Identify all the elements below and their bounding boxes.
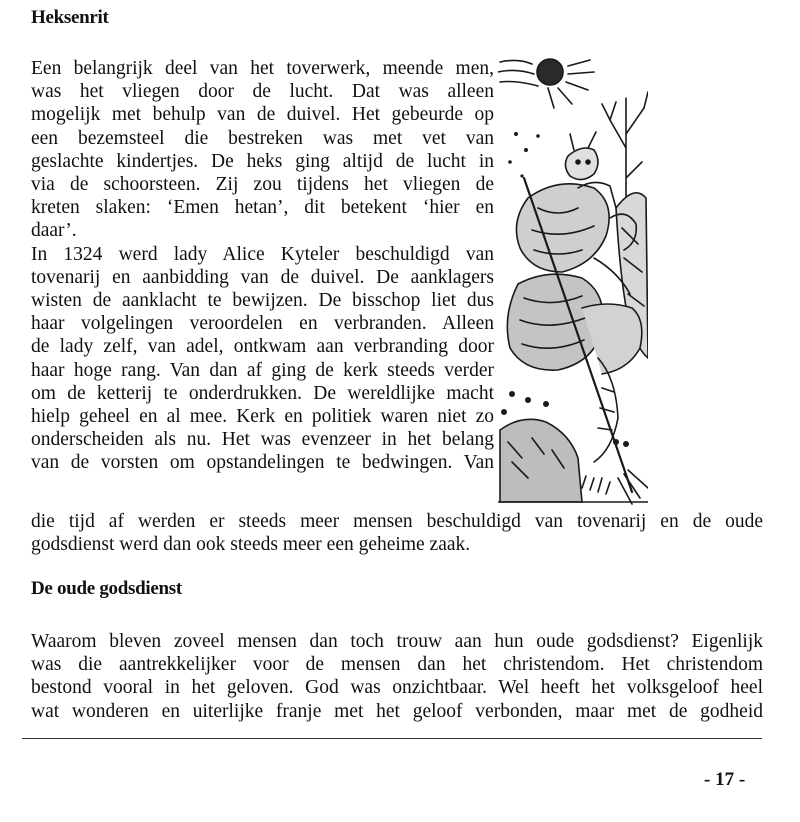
text-line: die tijd af werden er steeds meer mensen beschuldigd van tovenarij en de oude <box>31 511 763 532</box>
text-line: Een belangrijk deel van het toverwerk, meende men, <box>31 58 494 79</box>
text-line: daar’. <box>31 220 77 242</box>
paragraph-heksenrit <box>31 57 494 475</box>
text-line: godsdienst werd dan ook steeds meer een geheime zaak. <box>31 534 471 556</box>
witches-flight-woodcut-image <box>498 58 648 508</box>
text-line: geslachte kindertjes. De heks ging altijd de lucht in <box>31 150 494 172</box>
text-line: mogelijk met behulp van de duivel. Het gebeurde op <box>31 104 494 126</box>
woodcut-illustration <box>498 58 648 508</box>
text-line: haar hoge rang. Van dan af ging de kerk steeds verder <box>31 359 494 381</box>
text-line: van de vorsten om opstandelingen te bedwingen. Van <box>31 452 494 474</box>
text-line: wisten de aanklacht te bewijzen. De bisschop liet dus <box>31 290 494 312</box>
text-line: In 1324 werd lady Alice Kyteler beschuldigd van <box>31 243 494 265</box>
text-line: haar volgelingen veroordelen en verbranden. Alleen <box>31 313 494 335</box>
text-line: Waarom bleven zoveel mensen dan toch trouw aan hun oude godsdienst? Eigenlijk <box>31 631 763 652</box>
paragraph-heksenrit-continued <box>31 510 763 556</box>
text-line: was die aantrekkelijker voor de mensen dan het christendom. Het christendom <box>31 654 763 676</box>
text-line: kreten slaken: ‘Emen hetan’, dit betekent ‘hier en <box>31 197 494 219</box>
paragraph-oude-godsdienst <box>31 630 763 723</box>
bottom-rule-divider <box>22 738 762 739</box>
text-line: was het vliegen door de lucht. Dat was alleen <box>31 81 494 103</box>
text-line: bestond vooral in het geloven. God was onzichtbaar. Wel heeft het volksgeloof heel <box>31 677 763 699</box>
text-line: tovenarij en aanbidding van de duivel. De aanklagers <box>31 266 494 288</box>
text-line: via de schoorsteen. Zij zou tijdens het vliegen de <box>31 174 494 196</box>
text-line: om de ketterij te onderdrukken. De wereldlijke macht <box>31 382 494 404</box>
text-line: onderscheiden als nu. Het was evenzeer in het belang <box>31 429 494 451</box>
section-title-oude-godsdienst: De oude godsdienst <box>31 578 182 599</box>
text-line: een bezemsteel die bestreken was met vet van <box>31 127 494 149</box>
section-title-heksenrit: Heksenrit <box>31 7 109 28</box>
text-line: hielp geheel en al mee. Kerk en politiek waren niet zo <box>31 406 494 428</box>
page-number: - 17 - <box>704 769 746 790</box>
text-line: de lady zelf, van adel, ontkwam aan verbranding door <box>31 336 494 358</box>
text-line: wat wonderen en uiterlijke franje met het geloof verbonden, maar met de godheid <box>31 700 763 722</box>
